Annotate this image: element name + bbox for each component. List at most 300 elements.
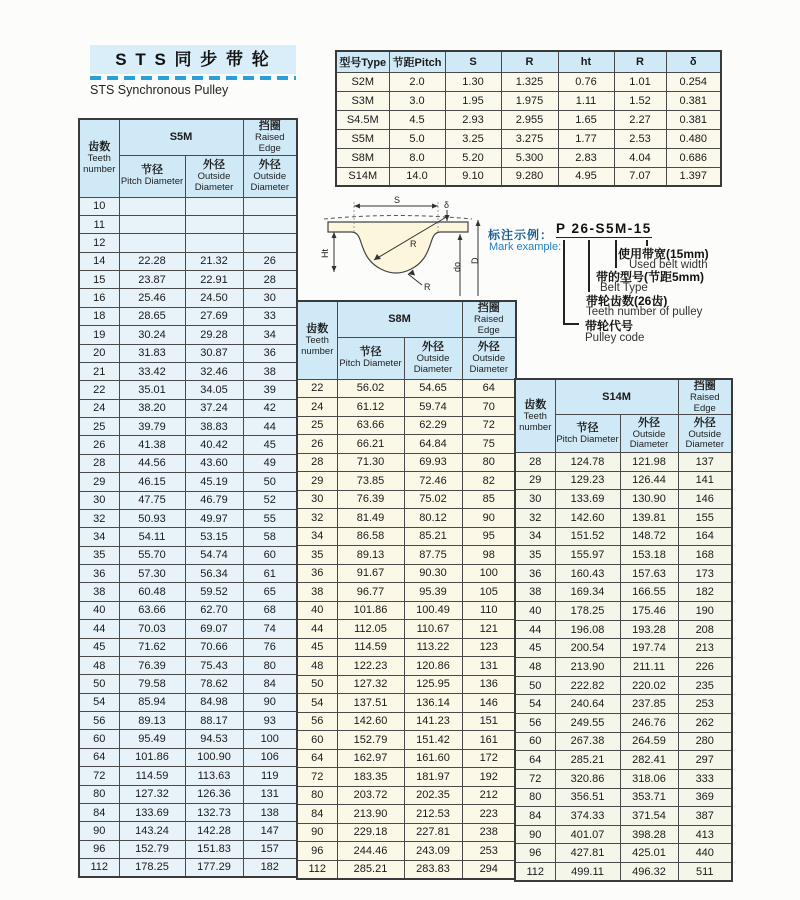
- cell: 61: [243, 565, 297, 583]
- cell: 59.74: [404, 398, 462, 417]
- cell: 94.53: [185, 730, 243, 748]
- cell: 227.81: [404, 823, 462, 842]
- cell: 55.70: [119, 546, 185, 564]
- table-row: [79, 197, 297, 215]
- cell: 1.95: [445, 91, 501, 110]
- cell: 253: [678, 695, 732, 714]
- cell: 65: [243, 583, 297, 601]
- table-row: [79, 675, 297, 693]
- cell: 29: [515, 471, 555, 490]
- cell: 110.67: [404, 620, 462, 639]
- table-row: [515, 695, 732, 714]
- cell: 82: [462, 472, 516, 491]
- cell: 39.79: [119, 418, 185, 436]
- cell: 54.11: [119, 528, 185, 546]
- teeth-header-en: Teeth number: [519, 411, 552, 433]
- spec-col-r2: R: [614, 51, 666, 72]
- cell: 35: [79, 546, 119, 564]
- cell: 32: [79, 509, 119, 527]
- cell: 369: [678, 788, 732, 807]
- cell: 371.54: [620, 807, 678, 826]
- cell: 95.49: [119, 730, 185, 748]
- cell: 172: [462, 749, 516, 768]
- cell: 3.275: [501, 129, 558, 148]
- cell: 178.25: [555, 602, 620, 621]
- cell: 151.83: [185, 840, 243, 858]
- table-row: [297, 564, 516, 583]
- cell: S2M: [336, 72, 389, 91]
- cell: 72: [79, 767, 119, 785]
- table-row: [297, 842, 516, 861]
- cell: 110: [462, 601, 516, 620]
- cell: 76.39: [337, 490, 404, 509]
- cell: 3.25: [445, 129, 501, 148]
- cell: 52: [243, 491, 297, 509]
- cell: 93: [243, 712, 297, 730]
- cell: 40: [515, 602, 555, 621]
- cell: 22.28: [119, 252, 185, 270]
- cell: 243.09: [404, 842, 462, 861]
- cell: 160.43: [555, 564, 620, 583]
- cell: 75: [462, 435, 516, 454]
- raised-edge-header: [678, 379, 732, 415]
- cell: 78.62: [185, 675, 243, 693]
- cell: 5.300: [501, 148, 558, 167]
- table-row: [79, 234, 297, 252]
- cell: 9.280: [501, 167, 558, 186]
- cell: 15: [79, 271, 119, 289]
- cell: 88.17: [185, 712, 243, 730]
- cell: 169.34: [555, 583, 620, 602]
- outside-diameter-header: [185, 155, 243, 197]
- cell: 208: [678, 620, 732, 639]
- cell: 168: [678, 546, 732, 565]
- cell: 84: [243, 675, 297, 693]
- cell: 2.93: [445, 110, 501, 129]
- table-row: [297, 601, 516, 620]
- cell: 85: [462, 490, 516, 509]
- cell: 36: [515, 564, 555, 583]
- cell: 166.55: [620, 583, 678, 602]
- cell: 28: [79, 454, 119, 472]
- cell: 28: [243, 271, 297, 289]
- cell: 141.23: [404, 712, 462, 731]
- cell: 22: [79, 381, 119, 399]
- cell: 45: [79, 638, 119, 656]
- table-row: [79, 583, 297, 601]
- cell: 264.59: [620, 732, 678, 751]
- table-row: [297, 675, 516, 694]
- cell: 151.42: [404, 731, 462, 750]
- cell: 136: [462, 675, 516, 694]
- cell: 34: [515, 527, 555, 546]
- cell: 262: [678, 713, 732, 732]
- cell: 1.11: [558, 91, 614, 110]
- cell: 157.63: [620, 564, 678, 583]
- cell: 90: [243, 693, 297, 711]
- cell: 96: [515, 844, 555, 863]
- cell: 95: [462, 527, 516, 546]
- cell: 44: [297, 620, 337, 639]
- cell: 100: [462, 564, 516, 583]
- cell: 40.42: [185, 436, 243, 454]
- cell: [119, 197, 185, 215]
- cell: 113.22: [404, 638, 462, 657]
- cell: 28: [297, 453, 337, 472]
- model-header: S8M: [337, 301, 462, 337]
- teeth-header: [515, 379, 555, 453]
- cell: 80: [79, 785, 119, 803]
- cell: 75.43: [185, 656, 243, 674]
- delta-label: δ: [444, 200, 450, 210]
- table-row: [79, 859, 297, 877]
- teeth-header-cn: 齿数: [88, 141, 111, 154]
- cell: 192: [462, 768, 516, 787]
- cell: 1.65: [558, 110, 614, 129]
- pitch-diameter-header: [119, 155, 185, 197]
- cell: 212.53: [404, 805, 462, 824]
- cell: 49.97: [185, 509, 243, 527]
- teeth-header-en: Teeth number: [83, 153, 116, 175]
- cell: 133.69: [119, 803, 185, 821]
- table-row: [297, 657, 516, 676]
- cell: 72: [462, 416, 516, 435]
- cell: 43.60: [185, 454, 243, 472]
- cell: 62.70: [185, 601, 243, 619]
- outside-diameter-header: [620, 415, 678, 453]
- table-row: [336, 167, 721, 186]
- cell: 64: [297, 749, 337, 768]
- raised-header-en: Raised Edge: [473, 314, 504, 336]
- cell: 30: [297, 490, 337, 509]
- cell: 21: [79, 362, 119, 380]
- cell: 112.05: [337, 620, 404, 639]
- cell: 1.30: [445, 72, 501, 91]
- cell: 249.55: [555, 713, 620, 732]
- table-row: [297, 453, 516, 472]
- pitch-diameter-header: [337, 337, 404, 379]
- cell: 26: [297, 435, 337, 454]
- cell: 164: [678, 527, 732, 546]
- teeth-header: [79, 119, 119, 197]
- cell: 244.46: [337, 842, 404, 861]
- cell: 98: [462, 546, 516, 565]
- table-row: [79, 803, 297, 821]
- cell: 131: [243, 785, 297, 803]
- cell: S4.5M: [336, 110, 389, 129]
- cell: 80.12: [404, 509, 462, 528]
- cell: 147: [243, 822, 297, 840]
- table-row: [515, 620, 732, 639]
- pitch-line: [324, 216, 472, 220]
- table-row: [79, 362, 297, 380]
- cell: 64: [79, 748, 119, 766]
- cell: 85.94: [119, 693, 185, 711]
- cell: 16: [79, 289, 119, 307]
- cell: 267.38: [555, 732, 620, 751]
- cell: 0.254: [666, 72, 721, 91]
- cell: 22: [297, 379, 337, 398]
- cell: 1.397: [666, 167, 721, 186]
- cell: 84: [79, 803, 119, 821]
- cell: 90: [462, 509, 516, 528]
- cell: 19: [79, 326, 119, 344]
- table-row: [79, 491, 297, 509]
- cell: 31.83: [119, 344, 185, 362]
- cell: 1.975: [501, 91, 558, 110]
- cell: 425.01: [620, 844, 678, 863]
- cell: 25.46: [119, 289, 185, 307]
- cell: 9.10: [445, 167, 501, 186]
- leader-pulley-code-elbow: [563, 323, 579, 325]
- table-row: [515, 453, 732, 472]
- raised-header-cn: 挡圈: [258, 120, 281, 133]
- cell: 38: [297, 583, 337, 602]
- table-row: [297, 768, 516, 787]
- cell: 0.381: [666, 91, 721, 110]
- spec-col-delta: δ: [666, 51, 721, 72]
- cell: 12: [79, 234, 119, 252]
- cell: 124.78: [555, 453, 620, 472]
- table-row: [79, 565, 297, 583]
- cell: 121.98: [620, 453, 678, 472]
- cell: 24: [297, 398, 337, 417]
- table-row: [79, 638, 297, 656]
- table-row: [79, 822, 297, 840]
- pulley-code-label-cn: 带轮代号: [585, 319, 634, 333]
- table-row: [297, 731, 516, 750]
- cell: 80: [515, 788, 555, 807]
- cell: [243, 215, 297, 233]
- tooth-groove-shape: [328, 222, 468, 273]
- cell: 130.90: [620, 490, 678, 509]
- cell: 81.49: [337, 509, 404, 528]
- cell: 1.77: [558, 129, 614, 148]
- cell: 38: [243, 362, 297, 380]
- table-row: [297, 398, 516, 417]
- table-row: [297, 583, 516, 602]
- cell: 161: [462, 731, 516, 750]
- cell: 30: [79, 491, 119, 509]
- cell: 42: [243, 399, 297, 417]
- mark-example-code: P 26-S5M-15: [556, 221, 652, 236]
- cell: 112: [297, 860, 337, 879]
- cell: 76.39: [119, 656, 185, 674]
- pitch-header-cn: 节径: [141, 164, 163, 177]
- cell: 100: [243, 730, 297, 748]
- pulley-table-s14m: [514, 378, 733, 882]
- cell: 90: [79, 822, 119, 840]
- table-row: [297, 435, 516, 454]
- table-row: [79, 271, 297, 289]
- cell: 161.60: [404, 749, 462, 768]
- cell: 91.67: [337, 564, 404, 583]
- cell: 213.90: [555, 658, 620, 677]
- raised-outside-en: Outside Diameter: [469, 353, 509, 375]
- cell: 240.64: [555, 695, 620, 714]
- cell: 253: [462, 842, 516, 861]
- cell: 220.02: [620, 676, 678, 695]
- cell: 203.72: [337, 786, 404, 805]
- cell: 113.63: [185, 767, 243, 785]
- cell: 183.35: [337, 768, 404, 787]
- cell: 2.955: [501, 110, 558, 129]
- pulley-table-s8m: [296, 300, 517, 880]
- cell: 24: [79, 399, 119, 417]
- table-row: [515, 863, 732, 882]
- table-row: [79, 730, 297, 748]
- cell: 29.28: [185, 326, 243, 344]
- teeth-header-en: Teeth number: [301, 335, 334, 357]
- cell: 89.13: [119, 712, 185, 730]
- cell: 285.21: [337, 860, 404, 879]
- cell: 133.69: [555, 490, 620, 509]
- cell: 21.32: [185, 252, 243, 270]
- cell: 211.11: [620, 658, 678, 677]
- model-header: S14M: [555, 379, 678, 415]
- cell: 49: [243, 454, 297, 472]
- outside-header-cn: 外径: [203, 159, 225, 171]
- table-row: [79, 418, 297, 436]
- table-row: [515, 751, 732, 770]
- cell: 151: [462, 712, 516, 731]
- cell: 20: [79, 344, 119, 362]
- cell: 14: [79, 252, 119, 270]
- cell: 28: [515, 453, 555, 472]
- cell: 68: [243, 601, 297, 619]
- table-row: [79, 399, 297, 417]
- cell: 112: [515, 863, 555, 882]
- belt-width-label-en: Used belt width: [629, 259, 708, 271]
- cell: 129.23: [555, 471, 620, 490]
- table-row: [515, 844, 732, 863]
- cell: 141: [678, 471, 732, 490]
- cell: 213: [678, 639, 732, 658]
- cell: 39: [243, 381, 297, 399]
- cell: 70: [462, 398, 516, 417]
- raised-edge-header: [243, 119, 297, 155]
- cell: 182: [678, 583, 732, 602]
- cell: 87.75: [404, 546, 462, 565]
- cell: 297: [678, 751, 732, 770]
- cell: 223: [462, 805, 516, 824]
- cell: 387: [678, 807, 732, 826]
- cell: 71.30: [337, 453, 404, 472]
- cell: 197.74: [620, 639, 678, 658]
- table-row: [79, 509, 297, 527]
- cell: 353.71: [620, 788, 678, 807]
- cell: 155: [678, 508, 732, 527]
- table-row: [336, 72, 721, 91]
- cell: 35: [297, 546, 337, 565]
- table-row: [515, 732, 732, 751]
- cell: 136.14: [404, 694, 462, 713]
- raised-header-cn: 挡圈: [477, 302, 500, 315]
- cell: 121: [462, 620, 516, 639]
- table-row: [515, 639, 732, 658]
- cell: S3M: [336, 91, 389, 110]
- cell: 79.58: [119, 675, 185, 693]
- cell: 143.24: [119, 822, 185, 840]
- spec-col-ht: ht: [558, 51, 614, 72]
- cell: 75.02: [404, 490, 462, 509]
- cell: [119, 234, 185, 252]
- table-row: [79, 601, 297, 619]
- cell: 200.54: [555, 639, 620, 658]
- cell: S14M: [336, 167, 389, 186]
- table-row: [79, 656, 297, 674]
- table-row: [79, 528, 297, 546]
- cell: 60: [243, 546, 297, 564]
- cell: 71.62: [119, 638, 185, 656]
- cell: 55: [243, 509, 297, 527]
- leader-belt-type: [615, 240, 617, 268]
- table-row: [79, 473, 297, 491]
- cell: 36: [297, 564, 337, 583]
- d-label: D: [470, 257, 480, 264]
- table-row: [79, 620, 297, 638]
- table-row: [79, 693, 297, 711]
- cell: 30: [243, 289, 297, 307]
- outside-header-cn: 外径: [422, 341, 444, 353]
- cell: 226: [678, 658, 732, 677]
- cell: 5.20: [445, 148, 501, 167]
- cell: 213.90: [337, 805, 404, 824]
- cell: 152.79: [337, 731, 404, 750]
- outside-diameter-header: [404, 337, 462, 379]
- table-row: [515, 807, 732, 826]
- cell: 142.60: [555, 508, 620, 527]
- cell: 177.29: [185, 859, 243, 877]
- raised-outside-en: Outside Diameter: [250, 171, 290, 193]
- cell: 127.32: [337, 675, 404, 694]
- cell: 10: [79, 197, 119, 215]
- cell: 132.73: [185, 803, 243, 821]
- cell: 139.81: [620, 508, 678, 527]
- cell: 4.04: [614, 148, 666, 167]
- cell: 40: [79, 601, 119, 619]
- r-mid-label: R: [410, 239, 417, 249]
- cell: 56: [79, 712, 119, 730]
- cell: 50: [243, 473, 297, 491]
- cell: 50.93: [119, 509, 185, 527]
- cell: 11: [79, 215, 119, 233]
- cell: 61.12: [337, 398, 404, 417]
- leader-teeth-number: [588, 240, 590, 292]
- page-subtitle: STS Synchronous Pulley: [90, 83, 229, 97]
- cell: 202.35: [404, 786, 462, 805]
- spec-col-pitch: 节距Pitch: [389, 51, 445, 72]
- cell: 178.25: [119, 859, 185, 877]
- table-row: [79, 712, 297, 730]
- title-dashed-rule: [90, 76, 296, 80]
- cell: 2.0: [389, 72, 445, 91]
- teeth-header: [297, 301, 337, 379]
- cell: 30.87: [185, 344, 243, 362]
- cell: 229.18: [337, 823, 404, 842]
- cell: 123: [462, 638, 516, 657]
- outside-header-cn: 外径: [638, 416, 660, 429]
- cell: 182: [243, 859, 297, 877]
- cell: 35.01: [119, 381, 185, 399]
- spec-col-r1: R: [501, 51, 558, 72]
- cell: 105: [462, 583, 516, 602]
- cell: 60: [79, 730, 119, 748]
- cell: 126.44: [620, 471, 678, 490]
- cell: 46.79: [185, 491, 243, 509]
- table-row: [79, 840, 297, 858]
- cell: 151.52: [555, 527, 620, 546]
